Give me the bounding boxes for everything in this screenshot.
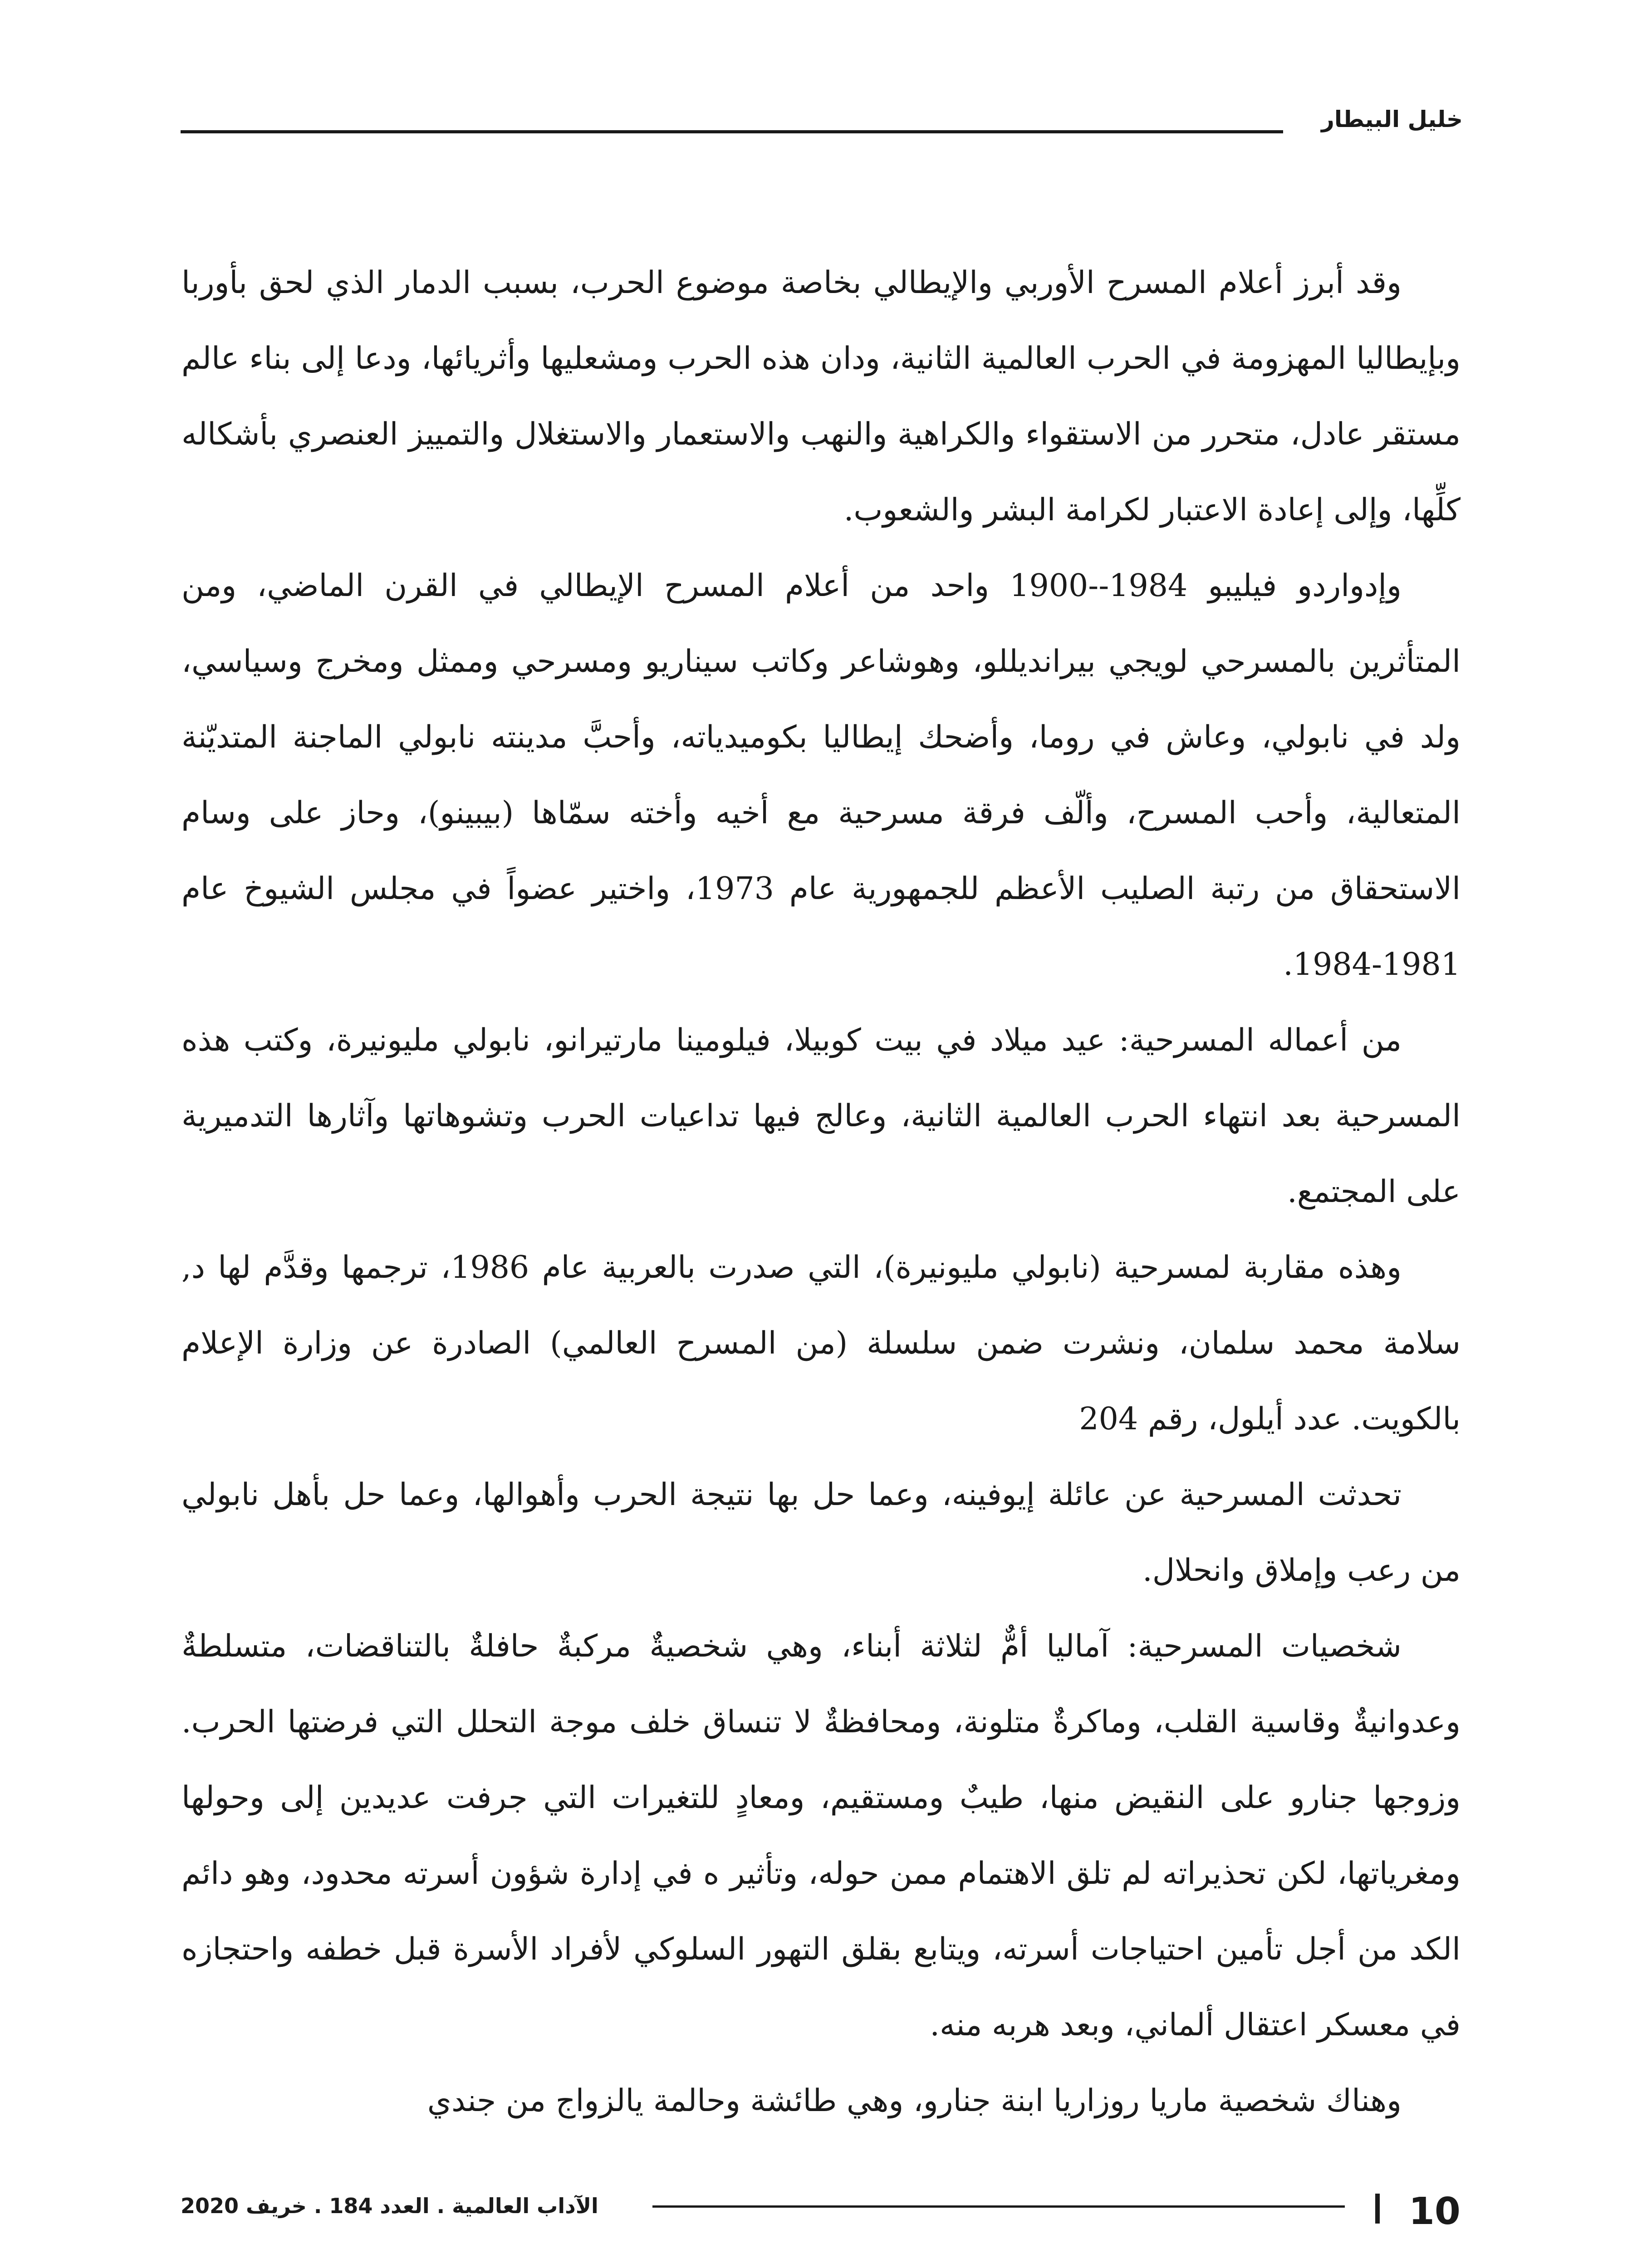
paragraph: وإدواردو فيليبو 1984--1900 واحد من أعلام المسرح الإيطالي في القرن الماضي، ومن المتأثرين بالمسرحي لويجي بيرانديللو، وهوشاعر وكاتب سيناريو ومسرحي وممثل ومخرج وسياسي، ولد في نابولي، وعاش في روما، وأضحك إيطاليا بكوميدياته، وأحبَّ مدينته نابولي الماجنة المتديّنة المتعالية، وأحب المسرح، وألّف فرقة مسرحية مع أخيه وأخته سمّاها (بيبينو)، وحاز على وسام الاستحقاق من رتبة الصليب الأعظم للجمهورية عام 1973، واختير عضواً في مجلس الشيوخ عام 1981-1984. <box>181 568 1461 982</box>
journal-issue-label: الآداب العالمية . العدد 184 . خريف 2020 <box>181 2194 598 2218</box>
running-header-author: خليل البيطار <box>1321 106 1463 132</box>
paragraph: وهذه مقاربة لمسرحية (نابولي مليونيرة)، التي صدرت بالعربية عام 1986، ترجمها وقدَّم لها د, سلامة محمد سلمان، ونشرت ضمن سلسلة (من المسرح العالمي) الصادرة عن وزارة الإعلام بالكويت. عدد أيلول، رقم 204 <box>181 1250 1461 1437</box>
paragraph: تحدثت المسرحية عن عائلة إيوفينه، وعما حل بها نتيجة الحرب وأهوالها، وعما حل بأهل نابولي من رعب وإملاق وانحلال. <box>181 1477 1461 1589</box>
paragraph: شخصيات المسرحية: آماليا أمٌّ لثلاثة أبناء، وهي شخصيةٌ مركبةٌ حافلةٌ بالتناقضات، متسلطةٌ وعدوانيةٌ وقاسية القلب، وماكرةٌ متلونة، ومحافظةٌ لا تنساق خلف موجة التحلل التي فرضتها الحرب. وزوجها جنارو على النقيض منها، طيبٌ ومستقيم، ومعادٍ للتغيرات التي جرفت عديدين إلى وحولها ومغرياتها، لكن تحذيراته لم تلق الاهتمام ممن حوله، وتأثير ه في إدارة شؤون أسرته محدود، وهو دائم الكد من أجل تأمين احتياجات أسرته، ويتابع بقلق التهور السلوكي لأفراد الأسرة قبل خطفه واحتجازه في معسكر اعتقال ألماني، وبعد هربه منه. <box>181 1628 1461 2043</box>
footer-separator-bar <box>1375 2194 1380 2224</box>
header-rule <box>181 130 1283 133</box>
footer-rule <box>652 2205 1345 2208</box>
paragraph: من أعماله المسرحية: عيد ميلاد في بيت كوبيلا، فيلومينا مارتيرانو، نابولي مليونيرة، وكتب هذه المسرحية بعد انتهاء الحرب العالمية الثانية، وعالج فيها تداعيات الحرب وتشوهاتها وآثارها التدميرية على المجتمع. <box>181 1022 1461 1210</box>
article-body <box>181 245 1461 2139</box>
page-number: 10 <box>1408 2190 1461 2233</box>
paragraph: وهناك شخصية ماريا روزاريا ابنة جنارو، وهي طائشة وحالمة يالزواج من جندي <box>427 2083 1402 2119</box>
paragraph: وقد أبرز أعلام المسرح الأوربي والإيطالي بخاصة موضوع الحرب، بسبب الدمار الذي لحق بأوربا وبإيطاليا المهزومة في الحرب العالمية الثانية، ودان هذه الحرب ومشعليها وأثريائها، ودعا إلى بناء عالم مستقر عادل، متحرر من الاستقواء والكراهية والنهب والاستعمار والاستغلال والتمييز العنصري بأشكاله كلِّها، وإلى إعادة الاعتبار لكرامة البشر والشعوب. <box>181 265 1461 528</box>
